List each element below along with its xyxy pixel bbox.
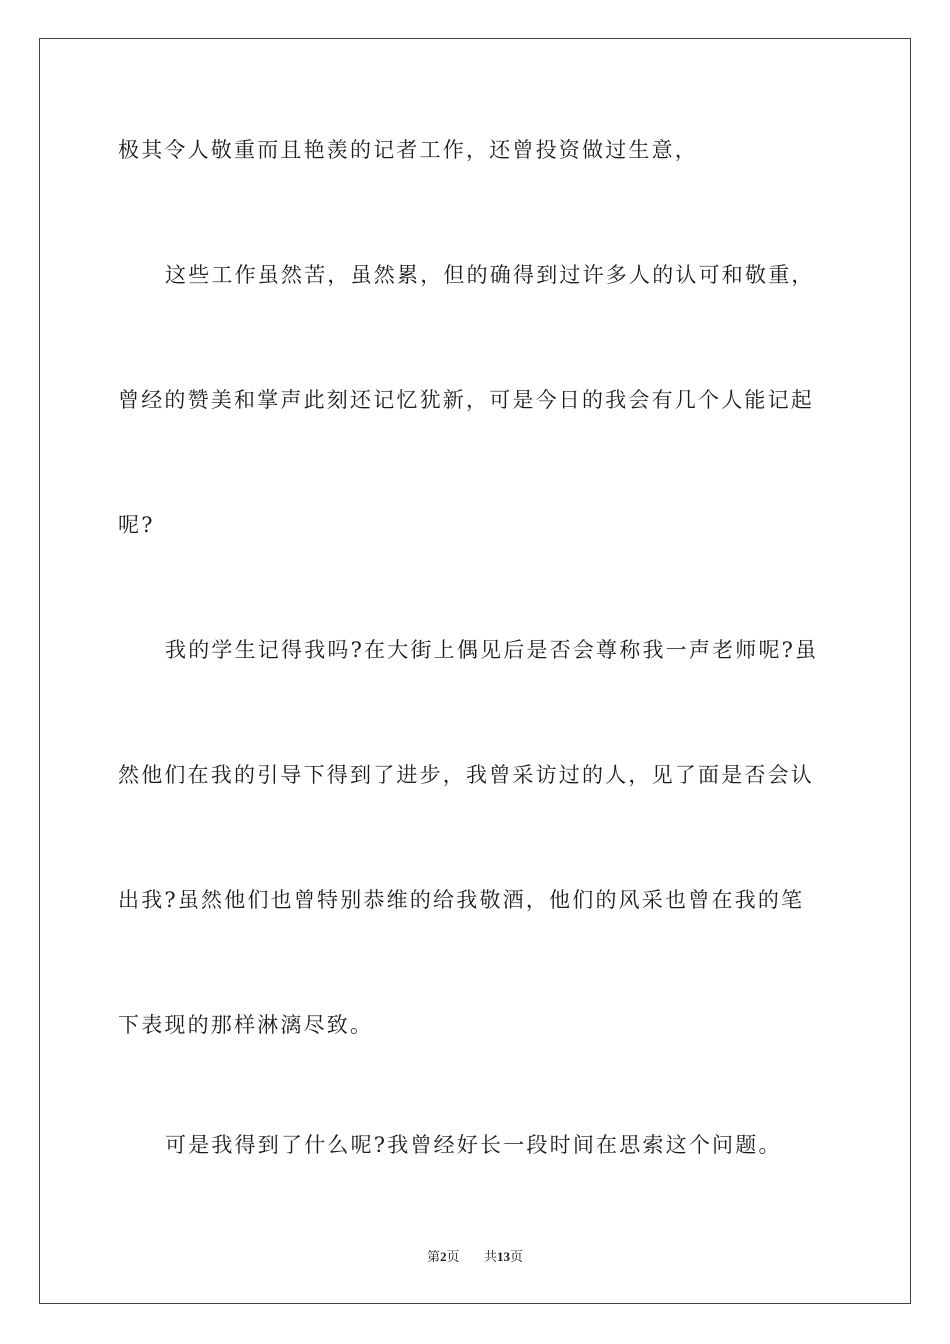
total-suffix: 页 <box>510 1249 524 1264</box>
total-prefix: 共 <box>484 1249 498 1264</box>
body-line-5: 我的学生记得我吗?在大街上偶见后是否会尊称我一声老师呢?虽 <box>165 638 819 662</box>
page-footer <box>0 1248 950 1266</box>
total-indicator <box>484 1248 523 1266</box>
body-line-4: 呢? <box>118 513 155 537</box>
body-line-6: 然他们在我的引导下得到了进步，我曾采访过的人，见了面是否会认 <box>118 763 814 787</box>
page-indicator <box>427 1248 460 1266</box>
total-pages: 13 <box>497 1249 511 1264</box>
page-suffix: 页 <box>446 1249 460 1264</box>
body-line-2: 这些工作虽然苦，虽然累，但的确得到过许多人的认可和敬重， <box>165 263 815 287</box>
body-line-8: 下表现的那样淋漓尽致。 <box>118 1013 374 1037</box>
page-border <box>39 38 911 1304</box>
body-line-1: 极其令人敬重而且艳羡的记者工作，还曾投资做过生意， <box>118 138 698 162</box>
body-line-3: 曾经的赞美和掌声此刻还记忆犹新，可是今日的我会有几个人能记起 <box>118 388 814 412</box>
page-prefix: 第 <box>426 1249 440 1264</box>
page-number: 2 <box>439 1249 447 1264</box>
body-line-7: 出我?虽然他们也曾特别恭维的给我敬酒，他们的风采也曾在我的笔 <box>118 888 805 912</box>
body-line-9: 可是我得到了什么呢?我曾经好长一段时间在思索这个问题。 <box>165 1133 782 1157</box>
